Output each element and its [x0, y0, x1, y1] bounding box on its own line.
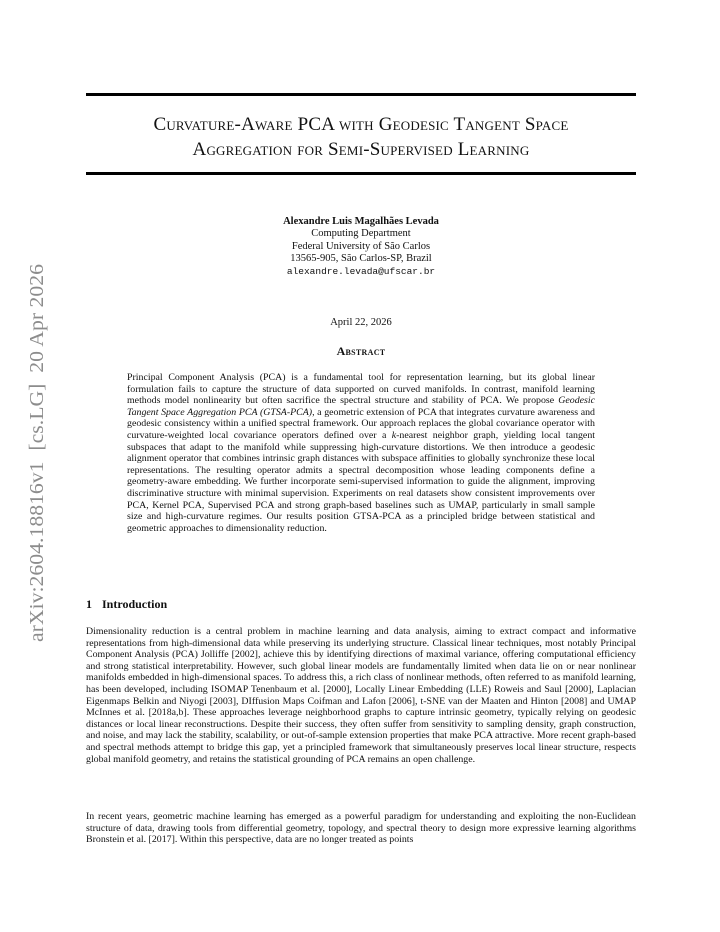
paper-title-line-1: Curvature-Aware PCA with Geodesic Tangent Space: [153, 114, 569, 135]
section-title: Introduction: [102, 597, 168, 611]
paper-title-line-2: Aggregation for Semi-Supervised Learning: [192, 139, 530, 160]
arxiv-identifier-stamp: [16, 262, 56, 642]
paper-date: April 22, 2026: [330, 317, 392, 328]
title-top-rule: [86, 93, 636, 96]
abstract-text-part-3: -nearest neighbor graph, yielding local tangent subspaces that adapt to the manifold while suppressing high-curvature distortions. We then introduce a geodesic alignment operator that combines intrinsic graph distances with subspace affinities to globally synchronize these local representations. The resulting operator admits a spectral decomposition whose leading components define a geometry-aware embedding. We further incorporate semi-supervised information to guide the alignment, improving discriminative structure with minimal supervision. Experiments on real datasets show consistent improvements over PCA, Kernel PCA, Supervised PCA and strong graph-based baselines such as UMAP, particularly in small sample size and high-curvature regimes. Our results position GTSA-PCA as a principled bridge between statistical and geometric approaches to dimensionality reduction.: [127, 429, 595, 534]
abstract-k-symbol: k: [391, 429, 397, 441]
paper-title: [86, 112, 636, 162]
author-address: 13565-905, São Carlos-SP, Brazil: [290, 253, 432, 265]
section-heading-introduction: [86, 597, 167, 612]
abstract-text-part-1: Principal Component Analysis (PCA) is a fundamental tool for representation learning, but its global linear formulation fails to capture the structure of data supported on curved manifolds. In contrast, manifold learning methods model nonlinearity but often sacrifice the spectral structure and stability of PCA. We propose: [127, 372, 595, 407]
author-department: Computing Department: [311, 228, 411, 240]
introduction-paragraph-2: In recent years, geometric machine learning has emerged as a powerful paradigm for understanding and exploiting the non-Euclidean structure of data, drawing tools from differential geometry, topology, and spectral theory to design more expressive learning algorithms Bronstein et al. [2017]. Within this perspective, data are no longer treated as points: [86, 811, 636, 846]
abstract-body: [127, 372, 595, 534]
arxiv-identifier-text: arXiv:2604.18816v1 [cs.LG] 20 Apr 2026: [27, 302, 48, 642]
section-number: 1: [86, 597, 92, 611]
author-university: Federal University of São Carlos: [291, 240, 431, 252]
author-email: alexandre.levada@ufscar.br: [286, 265, 436, 277]
abstract-method-name: Geodesic Tangent Space Aggregation PCA (GTSA-PCA): [127, 395, 595, 418]
abstract-heading: Abstract: [336, 344, 386, 358]
author-name: Alexandre Luis Magalhães Levada: [283, 216, 439, 227]
abstract-text-part-2: , a geometric extension of PCA that integrates curvature awareness and geodesic consistency within a unified spectral framework. Our approach replaces the global covariance operator with curvature-weighted local covariance operators defined over a: [127, 406, 595, 441]
introduction-paragraph-1: Dimensionality reduction is a central problem in machine learning and data analysis, aiming to extract compact and informative representations from high-dimensional data while preserving its underlying structure. Classical linear techniques, most notably Principal Component Analysis (PCA) Jolliffe [2002], achieve this by identifying directions of maximal variance, offering computational efficiency and strong statistical interpretability. However, such global linear models are fundamentally limited when data lie on or near nonlinear manifolds embedded in high-dimensional spaces. To address this, a rich class of nonlinear methods, often referred to as manifold learning, has been developed, including ISOMAP Tenenbaum et al. [2000], Locally Linear Embedding (LLE) Roweis and Saul [2000], Laplacian Eigenmaps Belkin and Niyogi [2003], DIffusion Maps Coifman and Lafon [2006], t-SNE van der Maaten and Hinton [2008] and UMAP McInnes et al. [2018a,b]. These approaches leverage neighborhood graphs to capture intrinsic geometry, typically relying on geodesic distances or local linear reconstructions. Despite their success, they often suffer from sensitivity to sampling density, graph construction, and noise, and may lack the stability, scalability, or out-of-sample extension properties that make PCA attractive. More recent graph-based and spectral methods attempt to bridge this gap, yet a principled framework that simultaneously preserves local linear structure, respects global manifold geometry, and retains the statistical grounding of PCA remains an open challenge.: [86, 626, 636, 765]
title-bottom-rule: [86, 172, 636, 175]
author-block: [86, 216, 636, 278]
